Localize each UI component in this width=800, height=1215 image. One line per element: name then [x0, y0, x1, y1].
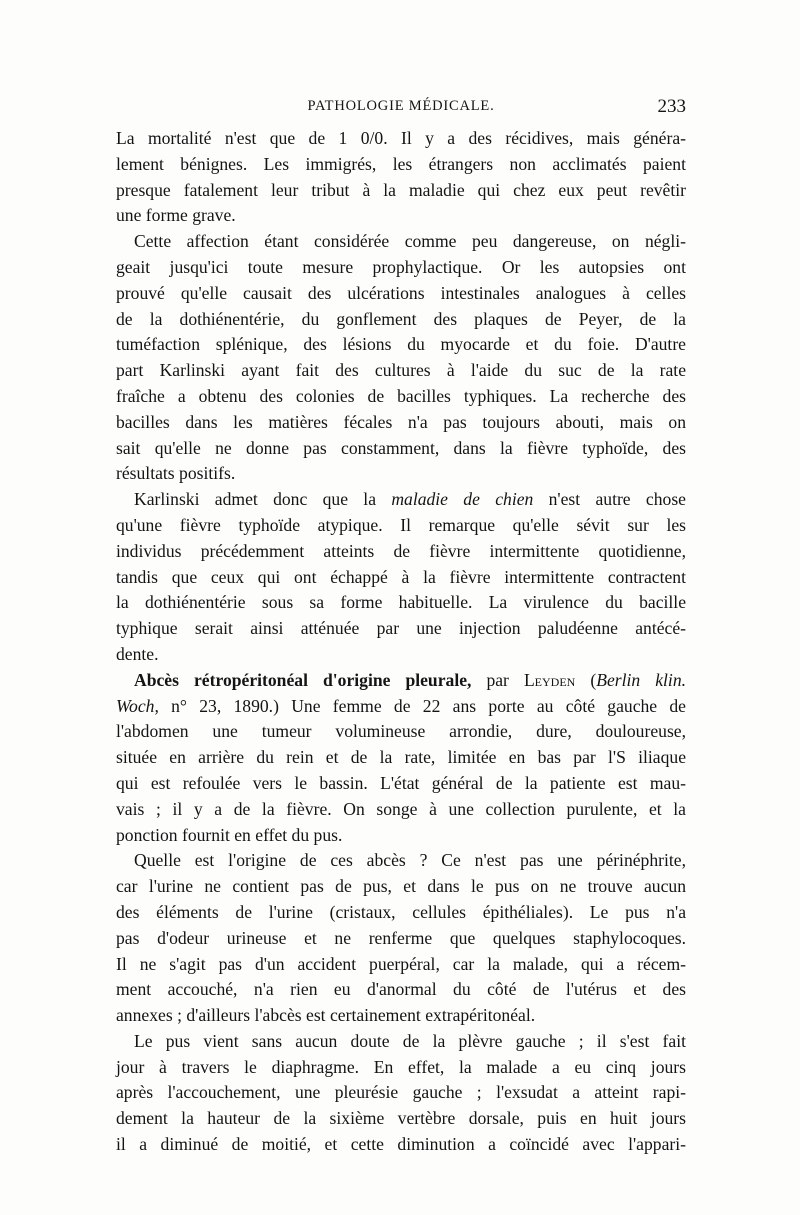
running-title: PATHOLOGIE MÉDICALE. — [307, 98, 495, 114]
text-line: de la dothiénentérie, du gonflement des plaques de Peyer, de la — [116, 308, 686, 329]
text-line: jour à travers le diaphragme. En effet, la malade a eu cinq jours — [116, 1056, 686, 1077]
article-heading-line — [116, 668, 686, 694]
running-head — [116, 96, 686, 120]
text-line: qui est refoulée vers le bassin. L'état général de la patiente est mau- — [116, 772, 686, 793]
text-line — [116, 487, 686, 513]
text-line: qu'une fièvre typhoïde atypique. Il remarque qu'elle sévit sur les — [116, 514, 686, 535]
text-line: une forme grave. — [116, 205, 236, 226]
text-line — [116, 694, 686, 720]
text-line: typhique serait ainsi atténuée par une injection paludéenne antécé- — [116, 618, 686, 639]
text-line: annexes ; d'ailleurs l'abcès est certainement extrapéritonéal. — [116, 1005, 536, 1026]
text-line: part Karlinski ayant fait des cultures à l'aide du suc de la rate — [116, 360, 686, 381]
text-line: tandis que ceux qui ont échappé à la fièvre intermittente contractent — [116, 566, 686, 587]
text-line: il a diminué de moitié, et cette diminution a coïncidé avec l'appari- — [116, 1134, 686, 1155]
article-title: Abcès rétropéritonéal d'origine pleurale, — [134, 669, 472, 690]
text-line: pas d'odeur urineuse et ne renferme que quelques staphylocoques. — [116, 927, 686, 948]
text-line: tuméfaction splénique, des lésions du myocarde et du foie. D'autre — [116, 334, 686, 355]
text-line: lement bénignes. Les immigrés, les étrangers non acclimatés paient — [116, 153, 686, 174]
text-line: fraîche a obtenu des colonies de bacilles typhiques. La recherche des — [116, 385, 686, 406]
text-line: individus précédemment atteints de fièvre intermittente quotidienne, — [116, 540, 686, 561]
text-line: dement la hauteur de la sixième vertèbre dorsale, puis en huit jours — [116, 1108, 686, 1129]
text-line: dente. — [116, 643, 159, 664]
journal-name: Berlin klin. — [596, 669, 687, 690]
text-line: car l'urine ne contient pas de pus, et dans le pus on ne trouve aucun — [116, 876, 686, 897]
text-run: n'est autre chose — [533, 489, 686, 510]
text-line: geait jusqu'ici toute mesure prophylactique. Or les autopsies ont — [116, 256, 686, 277]
text-line: presque fatalement leur tribut à la maladie qui chez eux peut revêtir — [116, 179, 686, 200]
italic-term: maladie de chien — [391, 489, 534, 510]
text-run: ( — [575, 669, 597, 690]
text-line: l'abdomen une tumeur volumineuse arrondie, dure, douloureuse, — [116, 721, 686, 742]
text-run: n° 23, 1890.) Une femme de 22 ans porte au côté gauche de — [158, 695, 686, 716]
text-line: Cette affection étant considérée comme peu dangereuse, on négli- — [134, 231, 686, 252]
text-line: des éléments de l'urine (cristaux, cellules épithéliales). Le pus n'a — [116, 901, 686, 922]
author-name: Leyden — [523, 669, 576, 690]
text-line: la dothiénentérie sous sa forme habituelle. La virulence du bacille — [116, 592, 686, 613]
body-text — [116, 126, 686, 1158]
text-line: sait qu'elle ne donne pas constamment, dans la fièvre typhoïde, des — [116, 437, 686, 458]
text-line: vais ; il y a de la fièvre. On songe à une collection purulente, et la — [116, 798, 686, 819]
text-run: par — [471, 669, 524, 690]
journal-name: Woch, — [116, 695, 159, 716]
text-line: La mortalité n'est que de 1 0/0. Il y a des récidives, mais généra- — [116, 128, 686, 148]
text-line: ponction fournit en effet du pus. — [116, 824, 343, 845]
text-line: ment accouché, n'a rien eu d'anormal du côté de l'utérus et des — [116, 979, 686, 1000]
text-line: résultats positifs. — [116, 463, 236, 484]
text-line: Il ne s'agit pas d'un accident puerpéral, car la malade, qui a récem- — [116, 953, 686, 974]
text-line: prouvé qu'elle causait des ulcérations intestinales analogues à celles — [116, 282, 686, 303]
text-line: Quelle est l'origine de ces abcès ? Ce n'est pas une périnéphrite, — [134, 850, 686, 871]
text-run: Karlinski admet donc que la — [134, 489, 392, 510]
text-line: après l'accouchement, une pleurésie gauche ; l'exsudat a atteint rapi- — [116, 1082, 686, 1103]
text-line: Le pus vient sans aucun doute de la plèvre gauche ; il s'est fait — [134, 1030, 686, 1051]
text-line: située en arrière du rein et de la rate, limitée en bas par l'S iliaque — [116, 747, 686, 768]
page-number: 233 — [657, 96, 686, 117]
text-line: bacilles dans les matières fécales n'a pas toujours abouti, mais on — [116, 411, 686, 432]
